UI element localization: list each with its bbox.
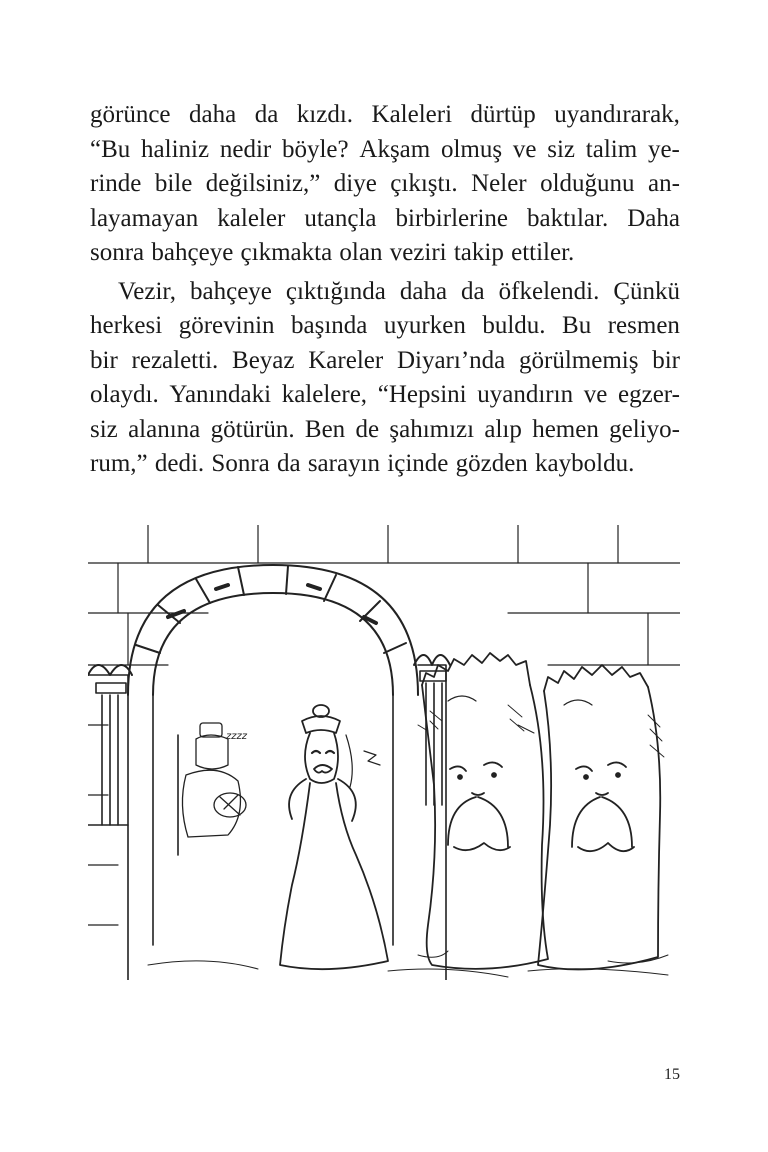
archway bbox=[128, 565, 418, 695]
text-line: görünce daha da kızdı. Kaleleri dürtüp uyandırarak, bbox=[90, 101, 680, 128]
right-pillar bbox=[414, 655, 450, 980]
text-line: herkesi görevinin başında uyurken buldu. Bu resmen bbox=[90, 312, 680, 339]
paragraph-1 bbox=[90, 98, 680, 271]
paragraph-2 bbox=[90, 275, 680, 482]
text-line: “Bu haliniz nedir böyle? Akşam olmuş ve siz talim ye- bbox=[90, 135, 680, 163]
text-line: rum,” dedi. Sonra da sarayın içinde gözden kayboldu. bbox=[90, 450, 635, 477]
left-pillar bbox=[88, 665, 132, 980]
stone-wall bbox=[88, 525, 680, 925]
text-line: layamayan kaleler utançla birbirlerine baktılar. Daha bbox=[90, 204, 680, 232]
ground-scribbles bbox=[148, 951, 668, 977]
body-text bbox=[90, 98, 680, 482]
sleep-sound: zzzz bbox=[226, 731, 247, 742]
text-line: olaydı. Yanındaki kalelere, “Hepsini uyandırın ve egzer- bbox=[90, 381, 680, 408]
vizier-figure bbox=[280, 705, 388, 969]
castle-illustration bbox=[88, 525, 680, 980]
text-line: siz alanına götürün. Ben de şahımızı alıp hemen geliyo- bbox=[90, 415, 680, 443]
rook-figure-right bbox=[538, 665, 664, 970]
text-line-content: Vezir, bahçeye çıktığında daha da öfkelendi. Çünkü bbox=[118, 277, 680, 305]
door-opening bbox=[153, 695, 393, 945]
page-number: 15 bbox=[664, 1066, 680, 1083]
text-line: rinde bile değilsiniz,” diye çıkıştı. Neler olduğunu an- bbox=[90, 170, 680, 197]
text-line bbox=[90, 275, 680, 310]
text-line: bir rezaletti. Beyaz Kareler Diyarı’nda görülmemiş bir bbox=[90, 346, 680, 374]
text-line: sonra bahçeye çıkmakta olan veziri takip ettiler. bbox=[90, 239, 575, 266]
rook-figure-left bbox=[418, 653, 548, 969]
